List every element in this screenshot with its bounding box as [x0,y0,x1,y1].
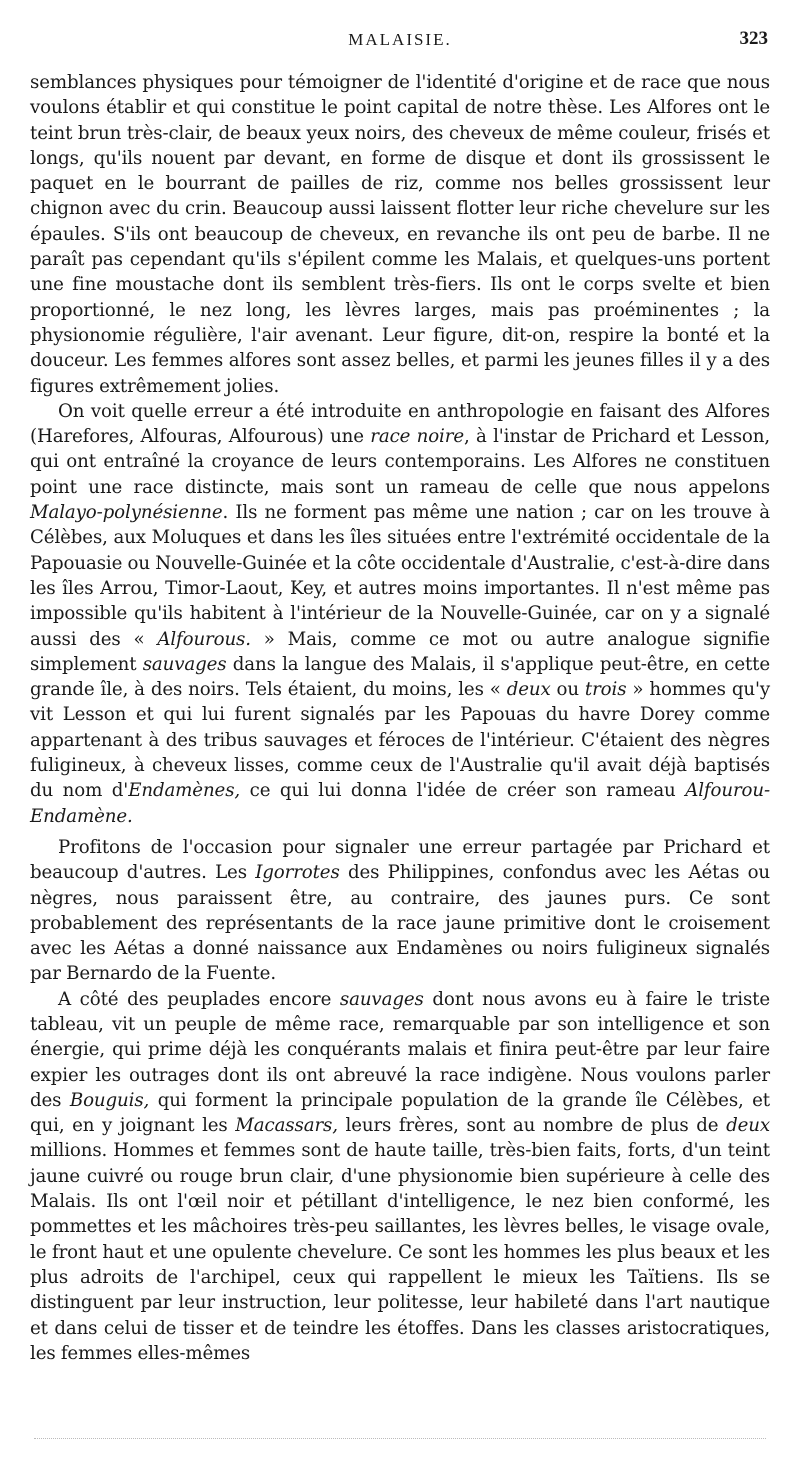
running-head: MALAISIE. [348,30,452,49]
page-header [30,26,770,56]
body-text [30,70,770,1366]
book-page [30,26,770,1366]
footer-rule [34,1438,766,1439]
paragraph-4: A côté des peuplades encore sauvages dont nous avons eu à faire le triste tableau, vit un peuple de même race, remarquable par son intelligence et son énergie, qui prime déjà les conquérants malais et finira peut-être par leur faire expier les outrages dont ils ont abreuvé la race indigène. Nous voulons parler des Bouguis, qui forment la principale population de la grande île Célèbes, et qui, en y joignant les Macassars, leurs frères, sont au nombre de plus de deux millions. Hommes et femmes sont de haute taille, très-bien faits, forts, d'un teint jaune cuivré ou rouge brun clair, d'une physionomie bien supérieure à celle des Malais. Ils ont l'œil noir et pétillant d'intelligence, le nez bien conformé, les pommettes et les mâchoires très-peu saillantes, les lèvres belles, le visage ovale, le front haut et une opulente chevelure. Ce sont les hommes les plus beaux et les plus adroits de l'archipel, ceux qui rappellent le mieux les Taïtiens. Ils se distinguent par leur instruction, leur politesse, leur habileté dans l'art nautique et dans celui de tisser et de teindre les étoffes. Dans les classes aristocratiques, les femmes elles-mêmes [30,988,771,1364]
paragraph-1: semblances physiques pour témoigner de l'identité d'origine et de race que nous voulons établir et qui constitue le point capital de notre thèse. Les Alfores ont le teint brun très-clair, de beaux yeux noirs, des cheveux de même couleur, frisés et longs, qu'ils nouent par devant, en forme de disque et dont ils grossissent le paquet en le bourrant de pailles de riz, comme nos belles grossissent leur chignon avec du crin. Beaucoup aussi laissent flotter leur riche chevelure sur les épaules. S'ils ont beaucoup de cheveux, en revanche ils ont peu de barbe. Il ne paraît pas cependant qu'ils s'épilent comme les Malais, et quelques-uns portent une fine moustache dont ils semblent très-fiers. Ils ont le corps svelte et bien proportionné, le nez long, les lèvres larges, mais pas proéminentes ; la physionomie régulière, l'air avenant. Leur figure, dit-on, respire la bonté et la douceur. Les femmes alfores sont assez belles, et parmi les jeunes filles il y a des figures extrêmement jolies. [30,72,770,397]
paragraph-3: Profitons de l'occasion pour signaler une erreur partagée par Prichard et beaucoup d'autres. Les Igorrotes des Philippines, confondus avec les Aétas ou nègres, nous paraissent être, au contraire, des jaunes purs. Ce sont probablement des représentants de la race jaune primitive dont le croisement avec les Aétas a donné naissance aux Endamènes ou noirs fuligineux signalés par Bernardo de la Fuente. [30,836,770,985]
paragraph-2: On voit quelle erreur a été introduite en anthropologie en faisant des Alfores (Harefores, Alfouras, Alfourous) une race noire, à l'instar de Prichard et Lesson, qui ont entraîné la croyance de leurs contemporains. Les Alfores ne constituen point une race distincte, mais sont un rameau de celle que nous appelons Malayo-polynésienne. Ils ne forment pas même une nation ; car on les trouve à Célèbes, aux Moluques et dans les îles situées entre l'extrémité occidentale de la Papouasie ou Nouvelle-Guinée et la côte occidentale d'Australie, c'est-à-dire dans les îles Arrou, Timor-Laout, Key, et autres moins importantes. Il n'est même pas impossible qu'ils habitent à l'intérieur de la Nouvelle-Guinée, car on y a signalé aussi des « Alfourous. » Mais, comme ce mot ou autre analogue signifie simplement sauvages dans la langue des Malais, il s'applique peut-être, en cette grande île, à des noirs. Tels étaient, du moins, les « deux ou trois » hommes qu'y vit Lesson et qui lui furent signalés par les Papouas du havre Dorey comme appartenant à des tribus sauvages et féroces de l'intérieur. C'étaient des nègres fuligineux, à cheveux lisses, comme ceux de l'Australie qu'il avait déjà baptisés du nom d'Endamènes, ce qui lui donna l'idée de créer son rameau Alfourou-Endamène. [30,400,771,827]
page-number: 323 [739,28,768,49]
